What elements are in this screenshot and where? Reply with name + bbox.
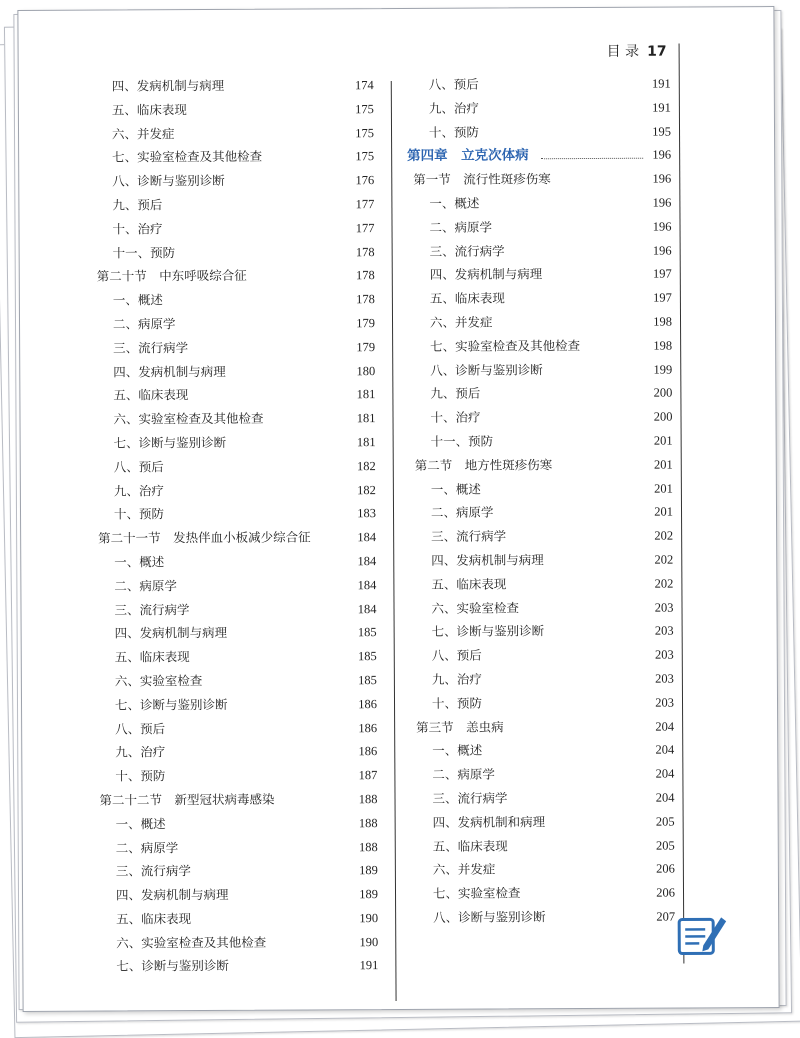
toc-entry-page: 202: [654, 524, 673, 548]
toc-entry-title: 一、概述: [114, 550, 164, 574]
toc-entry: [77, 644, 377, 669]
toc-entry-title: 四、发病机制与病理: [112, 74, 225, 99]
toc-entry-title: 八、预后: [432, 644, 482, 668]
toc-entry-page: 198: [653, 333, 672, 357]
toc-entry-page: 198: [653, 310, 672, 334]
toc-entry: [75, 359, 375, 384]
toc-entry: [392, 405, 672, 430]
toc-entry: [394, 666, 674, 691]
toc-entry-page: 177: [356, 216, 375, 240]
toc-entry-page: 196: [653, 214, 672, 238]
toc-entry: [78, 930, 378, 955]
toc-entry: [76, 478, 376, 503]
toc-entry-title: 一、概述: [116, 812, 166, 836]
toc-entry-title: 六、并发症: [112, 122, 175, 146]
toc-entry: [77, 739, 377, 764]
toc-entry-page: 174: [355, 73, 374, 97]
toc-entry: [395, 881, 675, 906]
toc-entry-page: 179: [356, 335, 375, 359]
toc-entry-title: 七、实验室检查: [433, 881, 521, 905]
toc-entry-title: 一、概述: [431, 477, 481, 501]
toc-entry: [393, 429, 673, 454]
toc-entry: [394, 785, 674, 810]
toc-entry: [77, 716, 377, 741]
toc-entry-title: 六、并发症: [430, 310, 493, 334]
toc-entry-page: 184: [358, 597, 377, 621]
toc-entry-title: 十、预防: [114, 503, 164, 527]
toc-entry-page: 200: [654, 405, 673, 429]
toc-entry: [395, 857, 675, 882]
toc-entry: [78, 882, 378, 907]
toc-entry-title: 八、诊断与鉴别诊断: [433, 905, 546, 930]
toc-entry-title: 三、流行病学: [113, 336, 188, 360]
toc-section-entry: [75, 263, 375, 288]
toc-entry-title: 八、诊断与鉴别诊断: [430, 358, 543, 383]
page-header: [607, 41, 667, 61]
toc-entry: [76, 597, 376, 622]
toc-entry: [393, 547, 673, 572]
toc-entry-title: 四、发病机制与病理: [113, 359, 226, 384]
toc-entry-page: 185: [358, 620, 377, 644]
toc-entry: [392, 310, 672, 335]
toc-entry-page: 186: [358, 716, 377, 740]
toc-entry-page: 180: [356, 359, 375, 383]
toc-entry-title: 第二十一节 发热伴血小板减少综合征: [98, 526, 311, 551]
toc-entry-title: 六、实验室检查: [431, 596, 519, 620]
toc-entry-title: 一、概述: [113, 288, 163, 312]
toc-entry: [74, 192, 374, 217]
toc-entry-page: 187: [359, 763, 378, 787]
toc-entry-page: 196: [653, 191, 672, 215]
toc-entry-page: 203: [655, 666, 674, 690]
toc-entry: [78, 906, 378, 931]
toc-entry-title: 七、诊断与鉴别诊断: [115, 693, 228, 718]
leader-dots: [541, 158, 643, 160]
toc-entry-title: 第二节 地方性斑疹伤寒: [415, 453, 553, 478]
toc-entry-page: 204: [656, 762, 675, 786]
toc-entry: [77, 763, 377, 788]
toc-entry-title: 六、实验室检查及其他检查: [113, 407, 263, 432]
toc-entry: [75, 311, 375, 336]
toc-entry-title: 五、临床表现: [115, 645, 190, 669]
toc-entry-title: 四、发病机制与病理: [115, 621, 228, 646]
toc-entry-title: 七、实验室检查及其他检查: [430, 334, 580, 359]
toc-entry-page: 175: [355, 97, 374, 121]
toc-entry-title: 二、病原学: [116, 836, 179, 860]
toc-entry-page: 188: [359, 811, 378, 835]
toc-entry: [75, 406, 375, 431]
toc-entry-page: 190: [359, 906, 378, 930]
toc-entry: [391, 95, 671, 120]
toc-entry-title: 第四章 立克次体病: [407, 144, 529, 169]
toc-entry-title: 三、流行病学: [116, 859, 191, 883]
toc-entry-page: 177: [356, 192, 375, 216]
toc-right-column: [391, 72, 675, 930]
toc-entry-page: 185: [358, 644, 377, 668]
toc-section-entry: [76, 525, 376, 550]
toc-entry-page: 186: [358, 739, 377, 763]
toc-entry: [391, 191, 671, 216]
toc-entry-page: 184: [357, 549, 376, 573]
toc-entry: [393, 524, 673, 549]
toc-section-entry: [394, 714, 674, 739]
toc-entry: [393, 500, 673, 525]
toc-entry-page: 206: [656, 881, 675, 905]
toc-entry-page: 205: [656, 833, 675, 857]
toc-entry-title: 十一、预防: [113, 241, 176, 265]
toc-entry-title: 三、流行病学: [114, 598, 189, 622]
toc-entry: [78, 954, 378, 979]
toc-entry-page: 203: [655, 619, 674, 643]
toc-entry-title: 九、治疗: [429, 96, 479, 120]
toc-entry-title: 六、并发症: [433, 858, 496, 882]
toc-entry-title: 一、概述: [429, 192, 479, 216]
toc-entry-page: 201: [654, 500, 673, 524]
toc-entry: [392, 333, 672, 358]
toc-entry: [393, 476, 673, 501]
toc-entry-title: 二、病原学: [113, 312, 176, 336]
toc-entry-page: 175: [355, 145, 374, 169]
toc-entry: [77, 668, 377, 693]
toc-entry-page: 181: [357, 382, 376, 406]
toc-entry-page: 183: [357, 501, 376, 525]
toc-entry-page: 188: [359, 787, 378, 811]
toc-entry-page: 191: [652, 95, 671, 119]
toc-entry-title: 第二十节 中东呼吸综合征: [97, 264, 247, 289]
toc-entry-title: 七、诊断与鉴别诊断: [114, 431, 227, 456]
toc-entry: [393, 571, 673, 596]
toc-entry: [74, 97, 374, 122]
toc-entry: [394, 738, 674, 763]
toc-page: [17, 6, 779, 1012]
toc-entry: [74, 216, 374, 241]
toc-entry-page: 203: [655, 643, 674, 667]
toc-entry-title: 十、治疗: [430, 406, 480, 430]
toc-chapter-entry: [391, 143, 671, 168]
header-page-number: 17: [647, 44, 667, 60]
toc-entry-title: 八、预后: [115, 717, 165, 741]
toc-entry-page: 201: [654, 452, 673, 476]
toc-entry-page: 199: [653, 357, 672, 381]
toc-entry-page: 175: [355, 121, 374, 145]
toc-entry-title: 七、诊断与鉴别诊断: [432, 620, 545, 645]
toc-entry: [391, 119, 671, 144]
toc-entry-page: 204: [655, 714, 674, 738]
toc-entry-title: 七、实验室检查及其他检查: [112, 145, 262, 170]
toc-entry-title: 十一、预防: [431, 429, 494, 453]
toc-entry-title: 四、发病机制与病理: [430, 263, 543, 288]
toc-entry: [78, 858, 378, 883]
toc-entry: [395, 809, 675, 834]
toc-entry-page: 178: [356, 240, 375, 264]
toc-entry: [77, 692, 377, 717]
toc-entry-title: 五、临床表现: [430, 287, 505, 311]
toc-entry: [394, 762, 674, 787]
toc-section-entry: [393, 452, 673, 477]
toc-entry: [74, 73, 374, 98]
toc-entry-title: 二、病原学: [429, 215, 492, 239]
toc-entry-title: 二、病原学: [432, 763, 495, 787]
toc-entry: [75, 335, 375, 360]
toc-entry: [75, 287, 375, 312]
toc-entry-title: 十、治疗: [112, 217, 162, 241]
toc-entry-page: 184: [357, 525, 376, 549]
toc-entry: [395, 904, 675, 929]
toc-entry-page: 182: [357, 478, 376, 502]
toc-entry: [75, 382, 375, 407]
toc-entry-title: 九、预后: [112, 193, 162, 217]
toc-entry-title: 三、流行病学: [431, 525, 506, 549]
toc-entry-title: 六、实验室检查及其他检查: [116, 930, 266, 955]
toc-entry: [392, 357, 672, 382]
toc-entry-title: 五、临床表现: [116, 907, 191, 931]
toc-entry-title: 八、诊断与鉴别诊断: [112, 169, 225, 194]
toc-entry: [392, 262, 672, 287]
toc-entry: [74, 145, 374, 170]
toc-entry-title: 第一节 流行性斑疹伤寒: [413, 167, 551, 192]
toc-entry-page: 189: [359, 858, 378, 882]
toc-entry-page: 201: [654, 476, 673, 500]
toc-entry-title: 十、预防: [115, 764, 165, 788]
toc-entry-page: 202: [654, 547, 673, 571]
toc-entry-page: 178: [356, 263, 375, 287]
toc-entry-title: 七、诊断与鉴别诊断: [116, 954, 229, 979]
toc-entry-title: 二、病原学: [114, 574, 177, 598]
toc-entry-title: 第三节 恙虫病: [416, 715, 504, 739]
toc-entry-title: 五、临床表现: [112, 98, 187, 122]
toc-entry: [78, 835, 378, 860]
toc-entry-page: 207: [656, 904, 675, 928]
toc-section-entry: [77, 787, 377, 812]
toc-entry: [77, 620, 377, 645]
toc-entry-page: 196: [652, 143, 671, 167]
toc-entry: [76, 573, 376, 598]
toc-entry-page: 200: [654, 381, 673, 405]
toc-entry-title: 九、治疗: [115, 741, 165, 765]
toc-entry-title: 十、预防: [432, 691, 482, 715]
toc-entry-title: 四、发病机制和病理: [433, 810, 546, 835]
toc-entry-title: 三、流行病学: [430, 239, 505, 263]
toc-entry-page: 197: [653, 262, 672, 286]
toc-entry-title: 第二十二节 新型冠状病毒感染: [99, 788, 274, 813]
toc-section-entry: [391, 167, 671, 192]
toc-entry-page: 205: [656, 809, 675, 833]
toc-entry-title: 二、病原学: [431, 501, 494, 525]
toc-entry-page: 197: [653, 286, 672, 310]
notepad-pen-icon: [675, 911, 729, 957]
header-title: 目 录: [607, 44, 640, 60]
toc-entry-page: 179: [356, 311, 375, 335]
toc-left-column: [74, 73, 379, 979]
toc-entry-title: 九、治疗: [432, 667, 482, 691]
toc-entry-page: 206: [656, 857, 675, 881]
toc-entry-title: 五、临床表现: [433, 834, 508, 858]
toc-entry: [391, 214, 671, 239]
toc-entry-page: 203: [655, 690, 674, 714]
toc-entry: [393, 595, 673, 620]
toc-entry-title: 十、预防: [429, 120, 479, 144]
toc-entry-page: 181: [357, 430, 376, 454]
toc-entry-page: 182: [357, 454, 376, 478]
toc-entry-page: 191: [652, 72, 671, 96]
toc-entry: [74, 168, 374, 193]
toc-entry: [75, 240, 375, 265]
toc-entry-page: 196: [653, 238, 672, 262]
toc-entry-title: 九、治疗: [114, 479, 164, 503]
right-margin-rule: [679, 44, 685, 964]
toc-entry-page: 204: [656, 785, 675, 809]
toc-entry-page: 178: [356, 287, 375, 311]
toc-entry-page: 190: [359, 930, 378, 954]
toc-entry-page: 201: [654, 429, 673, 453]
toc-entry-page: 176: [355, 168, 374, 192]
toc-entry-title: 八、预后: [429, 73, 479, 97]
toc-entry-page: 191: [360, 954, 379, 978]
toc-entry-title: 九、预后: [430, 382, 480, 406]
toc-entry: [394, 619, 674, 644]
toc-entry-page: 188: [359, 835, 378, 859]
toc-entry-title: 八、预后: [114, 455, 164, 479]
toc-entry-title: 六、实验室检查: [115, 669, 203, 693]
toc-entry-title: 三、流行病学: [432, 786, 507, 810]
toc-entry-page: 202: [655, 571, 674, 595]
toc-entry: [394, 643, 674, 668]
toc-entry-title: 一、概述: [432, 739, 482, 763]
toc-entry-page: 181: [357, 406, 376, 430]
toc-entry: [76, 501, 376, 526]
toc-entry: [395, 833, 675, 858]
toc-entry-page: 204: [655, 738, 674, 762]
toc-entry: [76, 454, 376, 479]
toc-entry: [76, 549, 376, 574]
toc-entry-title: 五、临床表现: [113, 383, 188, 407]
toc-entry: [394, 690, 674, 715]
toc-entry-page: 184: [358, 573, 377, 597]
toc-entry-page: 189: [359, 882, 378, 906]
toc-entry: [392, 238, 672, 263]
toc-entry: [76, 430, 376, 455]
toc-entry-title: 四、发病机制与病理: [116, 883, 229, 908]
toc-entry: [391, 72, 671, 97]
toc-entry-title: 四、发病机制与病理: [431, 548, 544, 573]
toc-entry-page: 195: [652, 119, 671, 143]
toc-entry-page: 185: [358, 668, 377, 692]
toc-entry-page: 203: [655, 595, 674, 619]
toc-entry: [78, 811, 378, 836]
toc-entry: [392, 381, 672, 406]
toc-entry-title: 五、临床表现: [431, 572, 506, 596]
toc-entry-page: 186: [358, 692, 377, 716]
toc-entry-page: 196: [652, 167, 671, 191]
toc-entry: [392, 286, 672, 311]
toc-entry: [74, 121, 374, 146]
